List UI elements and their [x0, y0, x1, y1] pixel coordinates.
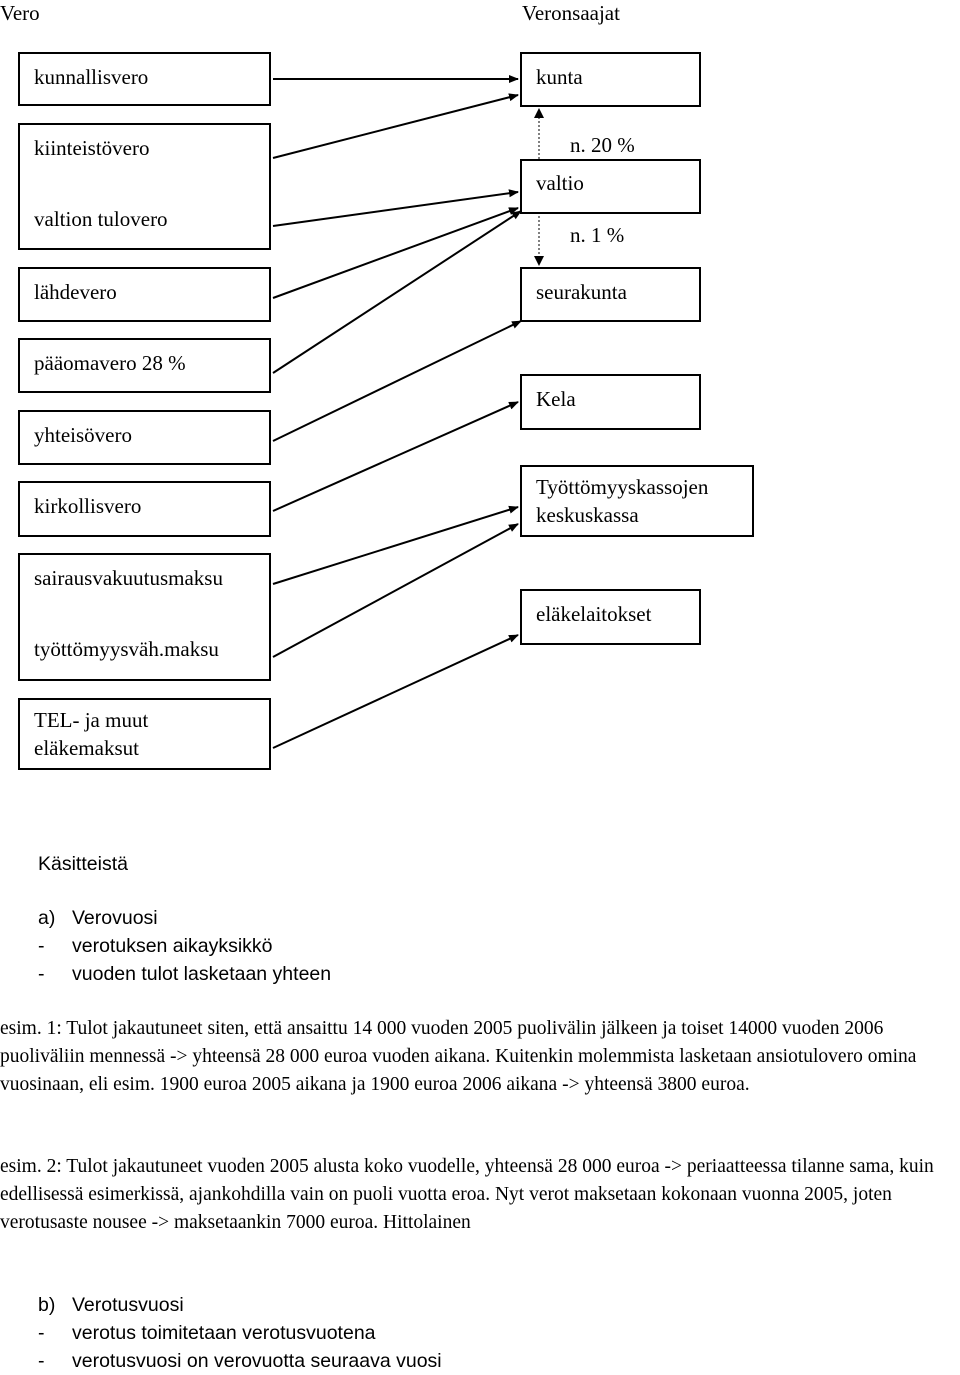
arrow-tel-elakelaitokset	[273, 635, 518, 748]
arrow-paaomavero-valtio	[273, 211, 521, 373]
tax-label: pääomavero 28 %	[34, 351, 186, 375]
arrow-kirkollisvero-kela	[273, 402, 518, 511]
list-item	[38, 1319, 442, 1347]
list-item-text: verotus toimitetaan verotusvuotena	[72, 1322, 376, 1344]
share-label-1: n. 1 %	[570, 223, 625, 247]
concept-b-title-row	[38, 1291, 442, 1319]
tax-label: työttömyysväh.maksu	[34, 637, 219, 661]
recipient-label: kunta	[536, 65, 583, 89]
tax-label: TEL- ja muut	[34, 708, 149, 732]
share-label-20: n. 20 %	[570, 133, 635, 157]
example-1-text: esim. 1: Tulot jakautuneet siten, että ansaittu 14 000 vuoden 2005 puolivälin jälkeen ja toiset 14000 vuoden 2006 puoliväliin mennessä -> yhteensä 28 000 euroa vuoden aikana. Kuitenkin molemmista lasketaan ansiotulovero omina vuosinaan, eli esim. 1900 euroa 2005 aikana ja 1900 euroa 2006 aikana -> yhteensä 3800 euroa.	[0, 1018, 917, 1095]
tax-label: yhteisövero	[34, 423, 132, 447]
list-item-text: vuoden tulot lasketaan yhteen	[72, 963, 332, 985]
arrowhead-to-seurakunta	[534, 256, 544, 266]
list-marker: b)	[38, 1294, 56, 1316]
tax-label: eläkemaksut	[34, 736, 139, 760]
arrow-yhteisovero-seurakunta	[273, 321, 521, 441]
concept-b	[38, 1291, 442, 1375]
example-1	[0, 1015, 960, 1099]
example-2-text: esim. 2: Tulot jakautuneet vuoden 2005 alusta koko vuodelle, yhteensä 28 000 euroa -> periaatteessa tilanne sama, kuin edellisessä esimerkissä, ajankohdilla vain on puoli vuotta eroa. Nyt verot maksetaan kokonaan vuonna 2005, joten verotusaste nousee -> maksetaankin 7000 euroa. Hittolainen	[0, 1156, 934, 1233]
arrow-sairausvakuutus-tyottomyyskassat	[273, 507, 518, 584]
recipient-label: eläkelaitokset	[536, 602, 652, 626]
list-item-text: verotuksen aikayksikkö	[72, 935, 273, 957]
recipient-label: valtio	[536, 171, 584, 195]
list-item-text: verotusvuosi on verovuotta seuraava vuosi	[72, 1350, 442, 1372]
example-2	[0, 1153, 960, 1237]
recipient-label: Kela	[536, 387, 576, 411]
list-item	[38, 960, 331, 988]
arrowhead-to-kunta	[534, 108, 544, 118]
tax-label: sairausvakuutusmaksu	[34, 566, 223, 590]
tax-label: kirkollisvero	[34, 494, 142, 518]
list-marker: a)	[38, 907, 56, 929]
concept-a-title-row	[38, 904, 331, 932]
tax-label: lähdevero	[34, 280, 117, 304]
recipient-label: seurakunta	[536, 280, 627, 304]
concepts-heading: Käsitteistä	[38, 853, 128, 875]
list-marker: -	[38, 1322, 45, 1344]
list-marker: -	[38, 935, 45, 957]
concept-b-title: Verotusvuosi	[72, 1294, 184, 1316]
recipient-label: keskuskassa	[536, 503, 639, 527]
concept-a-title: Verovuosi	[72, 907, 158, 929]
concept-a	[38, 904, 331, 988]
tax-label: kiinteistövero	[34, 136, 150, 160]
list-marker: -	[38, 1350, 45, 1372]
recipient-label: Työttömyyskassojen	[536, 475, 709, 499]
tax-label: kunnallisvero	[34, 65, 149, 89]
list-item	[38, 932, 331, 960]
header-veronsaajat: Veronsaajat	[522, 1, 620, 25]
arrow-kiinteistovero-kunta	[273, 95, 518, 158]
list-marker: -	[38, 963, 45, 985]
tax-label: valtion tulovero	[34, 207, 168, 231]
arrow-tyottomyysvah-tyottomyyskassat	[273, 524, 518, 657]
header-vero: Vero	[0, 1, 40, 25]
